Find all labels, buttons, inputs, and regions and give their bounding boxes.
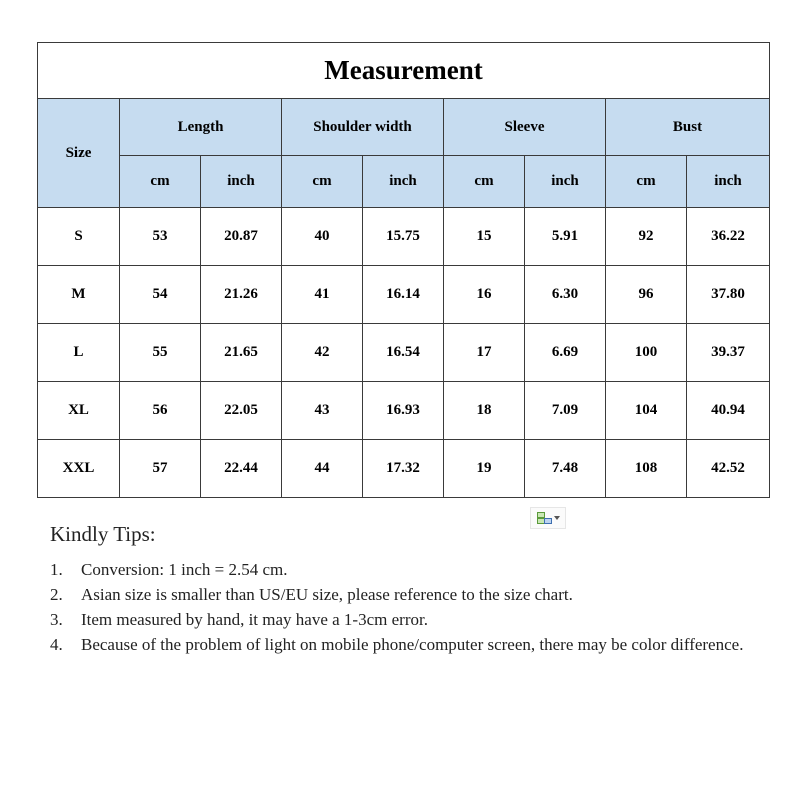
table-row [38,266,770,324]
table-cell: 20.87 [201,208,282,266]
table-cell: 92 [606,208,687,266]
table-cell: 16 [444,266,525,324]
group-header-length: Length [120,99,282,156]
group-header-shoulder-width: Shoulder width [282,99,444,156]
table-cell: 108 [606,440,687,498]
table-row [38,208,770,266]
unit-header: inch [687,156,770,208]
tips-list [50,557,770,657]
list-item-number: 3. [50,610,63,629]
size-cell: S [38,208,120,266]
list-item-number: 1. [50,560,63,579]
list-item-text: Asian size is smaller than US/EU size, please reference to the size chart. [81,585,573,604]
tips-heading: Kindly Tips: [50,522,156,546]
size-chart-table [37,42,770,498]
table-cell: 42 [282,324,363,382]
table-cell: 21.65 [201,324,282,382]
table-row [38,382,770,440]
table-cell: 96 [606,266,687,324]
size-cell: M [38,266,120,324]
table-cell: 54 [120,266,201,324]
table-cell: 22.44 [201,440,282,498]
table-cell: 40.94 [687,382,770,440]
unit-header: inch [363,156,444,208]
size-cell: XL [38,382,120,440]
table-cell: 37.80 [687,266,770,324]
list-item [50,632,770,657]
table-cell: 21.26 [201,266,282,324]
unit-header: cm [444,156,525,208]
table-cell: 6.69 [525,324,606,382]
table-row [38,440,770,498]
size-cell: L [38,324,120,382]
unit-header: cm [120,156,201,208]
group-header-sleeve: Sleeve [444,99,606,156]
table-cell: 16.93 [363,382,444,440]
unit-header: inch [525,156,606,208]
table-cell: 41 [282,266,363,324]
table-cell: 15.75 [363,208,444,266]
table-cell: 18 [444,382,525,440]
group-header-bust: Bust [606,99,770,156]
table-row [38,324,770,382]
table-cell: 39.37 [687,324,770,382]
list-item-text: Because of the problem of light on mobile phone/computer screen, there may be color difference. [81,635,744,654]
list-item-text: Item measured by hand, it may have a 1-3cm error. [81,610,428,629]
table-cell: 6.30 [525,266,606,324]
table-cell: 43 [282,382,363,440]
tips-section [50,522,770,657]
table-cell: 17 [444,324,525,382]
list-item [50,557,770,582]
table-cell: 15 [444,208,525,266]
table-cell: 40 [282,208,363,266]
table-cell: 53 [120,208,201,266]
table-cell: 104 [606,382,687,440]
table-cell: 5.91 [525,208,606,266]
unit-header: cm [282,156,363,208]
table-cell: 42.52 [687,440,770,498]
table-cell: 56 [120,382,201,440]
list-item-number: 4. [50,635,63,654]
list-item-text: Conversion: 1 inch = 2.54 cm. [81,560,288,579]
table-cell: 7.09 [525,382,606,440]
table-cell: 22.05 [201,382,282,440]
unit-header: inch [201,156,282,208]
chevron-down-icon [554,516,560,520]
table-cell: 44 [282,440,363,498]
table-cell: 57 [120,440,201,498]
table-cell: 100 [606,324,687,382]
table-cell: 17.32 [363,440,444,498]
table-cell: 19 [444,440,525,498]
list-item [50,582,770,607]
unit-header: cm [606,156,687,208]
table-title: Measurement [38,43,770,99]
list-item [50,607,770,632]
size-cell: XXL [38,440,120,498]
table-cell: 16.14 [363,266,444,324]
table-cell: 36.22 [687,208,770,266]
table-cell: 55 [120,324,201,382]
table-cell: 16.54 [363,324,444,382]
list-item-number: 2. [50,585,63,604]
table-cell: 7.48 [525,440,606,498]
size-column-header: Size [38,99,120,208]
